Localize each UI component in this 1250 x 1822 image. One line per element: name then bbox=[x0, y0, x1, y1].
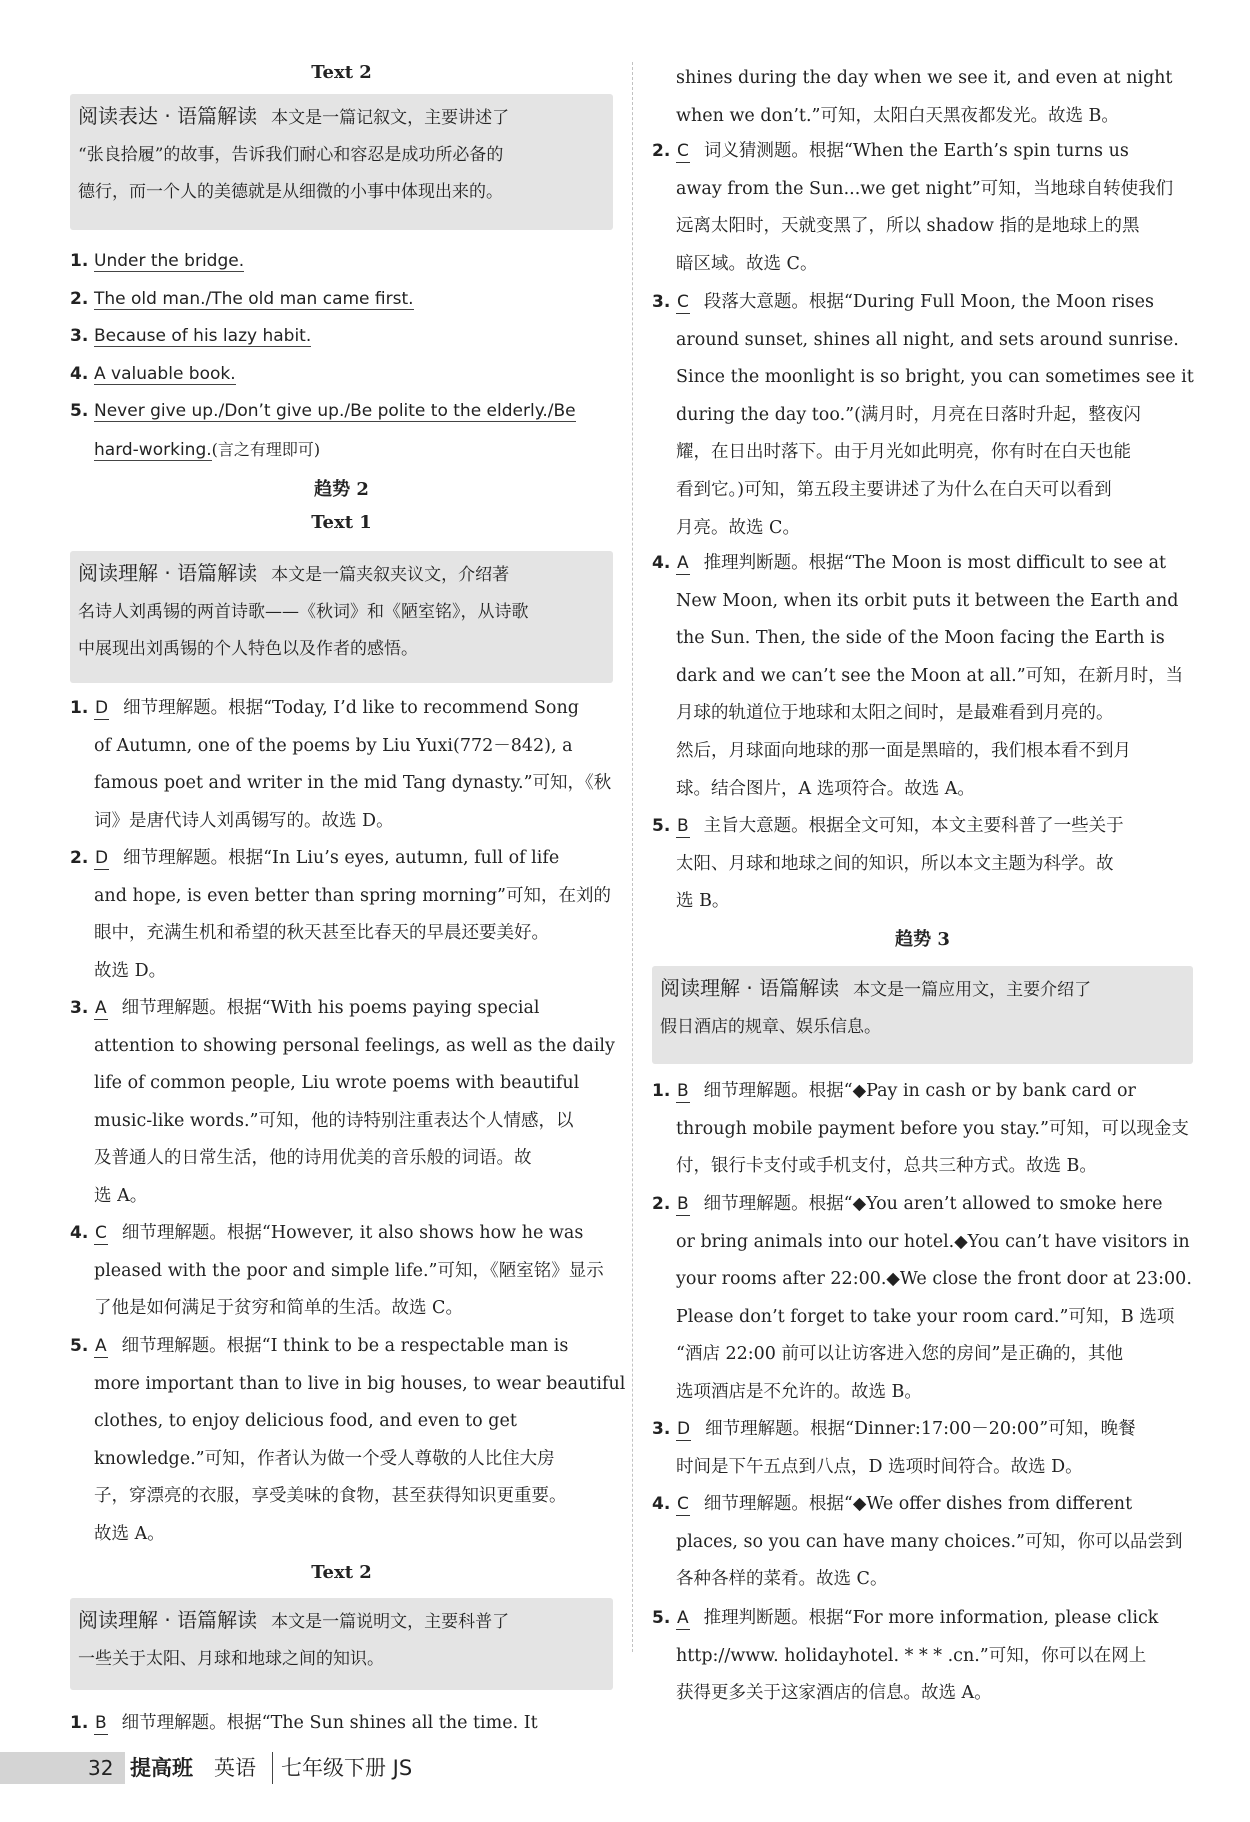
question-item-line-text: 细节理解题。根据“The Sun shines all the time. It bbox=[121, 1713, 538, 1733]
question-item-line bbox=[676, 1600, 1193, 1638]
expression-answer-text: Never give up./Don’t give up./Be polite to the elderly./Be bbox=[94, 401, 576, 421]
question-item-line-text: New Moon, when its orbit puts it between the Earth and bbox=[676, 590, 1179, 611]
question-item-answer: A bbox=[677, 553, 689, 573]
summary-box-reading-3-line bbox=[660, 1009, 1201, 1046]
question-item-line bbox=[676, 1675, 1193, 1713]
question-item-line-text: 段落大意题。根据“During Full Moon, the Moon rises bbox=[703, 292, 1155, 312]
summary-box-reading-2-tag: 阅读理解 · 语篇解读 bbox=[78, 1608, 258, 1632]
question-item-number: 2. bbox=[70, 848, 89, 868]
heading-trend2: 趋势 2 bbox=[314, 479, 369, 500]
question-item-line-text: 细节理解题。根据“However, it also shows how he was bbox=[121, 1223, 584, 1243]
expression-answer-line bbox=[94, 243, 613, 281]
question-item-line bbox=[676, 434, 1193, 472]
question-item-line bbox=[676, 1186, 1193, 1224]
question-item-line bbox=[676, 583, 1193, 621]
question-item-line-text: 看到它。)可知，第五段主要讲述了为什么在白天可以看到 bbox=[676, 479, 1112, 500]
question-item-line bbox=[94, 1253, 613, 1291]
question-item-line bbox=[94, 690, 613, 728]
question-item-line bbox=[94, 1140, 613, 1178]
question-item-line-text: or bring animals into our hotel.◆You can’t have visitors in bbox=[676, 1231, 1190, 1252]
question-item-answer: C bbox=[677, 1494, 689, 1514]
question-item-line bbox=[676, 1073, 1193, 1111]
question-item-line bbox=[676, 1111, 1193, 1149]
question-item-number: 3. bbox=[652, 292, 671, 312]
expression-answer-body bbox=[94, 393, 613, 469]
question-item-line-text: 选 A。 bbox=[94, 1185, 148, 1206]
expression-answer-number: 3. bbox=[70, 326, 89, 346]
question-item-line bbox=[94, 728, 613, 766]
question-item-body bbox=[676, 808, 1193, 921]
question-item-line-text: 推理判断题。根据“The Moon is most difficult to see at bbox=[703, 553, 1167, 573]
question-item-line-text: 眼中，充满生机和希望的秋天甚至比春天的早晨还要美好。 bbox=[94, 923, 549, 944]
question-item-answer: A bbox=[677, 1608, 689, 1628]
expression-answer-body bbox=[94, 356, 613, 394]
heading-text1: Text 1 bbox=[311, 512, 372, 533]
question-item-line bbox=[676, 695, 1193, 733]
question-item-line bbox=[94, 1103, 613, 1141]
question-item-line-text: pleased with the poor and simple life.”可知，《陋室铭》显示 bbox=[94, 1260, 604, 1281]
question-item-body bbox=[94, 990, 613, 1216]
question-item-line-text: 细节理解题。根据“Today, I’d like to recommend Song bbox=[123, 698, 579, 718]
question-item-line-text: your rooms after 22:00.◆We close the front door at 23:00. bbox=[676, 1269, 1192, 1290]
question-item-line bbox=[676, 1411, 1193, 1449]
question-item-line bbox=[676, 1486, 1193, 1524]
question-item-line-text: 子，穿漂亮的衣服，享受美味的食物，甚至获得知识更重要。 bbox=[94, 1486, 567, 1507]
question-item-line-text: 耀，在日出时落下。由于月光如此明亮，你有时在白天也能 bbox=[676, 442, 1131, 463]
question-item-line-text: 词义猜测题。根据“When the Earth’s spin turns us bbox=[703, 141, 1129, 161]
continued-answer-line: shines during the day when we see it, and even at night bbox=[676, 68, 1173, 88]
question-item-line bbox=[676, 1374, 1193, 1412]
question-item-line bbox=[676, 1336, 1193, 1374]
summary-box-reading-2-text bbox=[78, 1602, 621, 1678]
question-item-line-text: knowledge.”可知，作者认为做一个受人尊敬的人比住大房 bbox=[94, 1448, 555, 1469]
expression-answer-line bbox=[94, 356, 613, 394]
question-item-line bbox=[676, 771, 1193, 809]
question-item-line-text: 细节理解题。根据“In Liu’s eyes, autumn, full of life bbox=[123, 848, 560, 868]
question-item-body bbox=[94, 690, 613, 840]
question-item-line-text: 选项酒店是不允许的。故选 B。 bbox=[676, 1381, 922, 1402]
question-item-body bbox=[94, 1705, 613, 1743]
question-item-line-text: and hope, is even better than spring morning”可知，在刘的 bbox=[94, 885, 611, 906]
expression-answer-line bbox=[94, 281, 613, 319]
summary-box-reading-3 bbox=[652, 966, 1193, 1064]
question-item-body bbox=[676, 545, 1193, 808]
question-item-number: 2. bbox=[652, 141, 671, 161]
question-item-line-text: Please don’t forget to take your room card.”可知，B 选项 bbox=[676, 1306, 1175, 1327]
question-item-line bbox=[676, 246, 1193, 284]
question-item-line-text: 故选 D。 bbox=[94, 960, 167, 981]
question-item-line bbox=[676, 846, 1193, 884]
summary-box-reading-1-tag: 阅读理解 · 语篇解读 bbox=[78, 561, 258, 585]
summary-box-reading-2 bbox=[70, 1598, 613, 1690]
book-subject: 英语 bbox=[214, 1756, 256, 1780]
question-item-line bbox=[676, 1449, 1193, 1487]
question-item-answer: A bbox=[95, 998, 107, 1018]
question-item-line-text: 远离太阳时，天就变黑了，所以 shadow 指的是地球上的黑 bbox=[676, 216, 1140, 237]
question-item-line-text: 主旨大意题。根据全文可知，本文主要科普了一些关于 bbox=[703, 816, 1124, 836]
heading-text2: Text 2 bbox=[311, 62, 372, 83]
question-item-line-text: clothes, to enjoy delicious food, and even to get bbox=[94, 1411, 517, 1432]
question-item-body bbox=[94, 840, 613, 990]
question-item-line bbox=[94, 1478, 613, 1516]
question-item-line bbox=[94, 1215, 613, 1253]
summary-box-expression-line-text: “张良拾履”的故事，告诉我们耐心和容忍是成功所必备的 bbox=[78, 145, 504, 165]
question-item-line bbox=[94, 765, 613, 803]
question-item-line-text: 细节理解题。根据“◆Pay in cash or by bank card or bbox=[703, 1081, 1136, 1101]
question-item-line-text: http://www. holidayhotel. * * * .cn.”可知，你可以在网上 bbox=[676, 1645, 1147, 1666]
expression-answer-text: Because of his lazy habit. bbox=[94, 326, 312, 346]
summary-box-reading-1 bbox=[70, 551, 613, 683]
question-item-line-text: 细节理解题。根据“With his poems paying special bbox=[121, 998, 540, 1018]
book-brand: 提高班 bbox=[130, 1756, 193, 1780]
question-item-line bbox=[676, 1299, 1193, 1337]
question-item-line bbox=[94, 990, 613, 1028]
column-divider bbox=[632, 62, 633, 1652]
question-item-line bbox=[94, 1403, 613, 1441]
question-item-line bbox=[676, 808, 1193, 846]
question-item-body bbox=[94, 1328, 626, 1554]
summary-box-reading-2-line-text: 一些关于太阳、月球和地球之间的知识。 bbox=[78, 1649, 384, 1669]
summary-box-reading-1-line bbox=[78, 555, 621, 594]
expression-answer-line bbox=[94, 431, 613, 470]
summary-box-expression-line bbox=[78, 137, 621, 174]
expression-answer-body bbox=[94, 281, 613, 319]
question-item-number: 5. bbox=[652, 816, 671, 836]
heading-text2b: Text 2 bbox=[311, 1562, 372, 1583]
question-item-line bbox=[94, 915, 613, 953]
question-item-line-text: 然后，月球面向地球的那一面是黑暗的，我们根本看不到月 bbox=[676, 740, 1131, 761]
question-item-number: 3. bbox=[70, 998, 89, 1018]
summary-box-reading-2-line bbox=[78, 1602, 621, 1641]
question-item-answer: A bbox=[95, 1336, 107, 1356]
heading-trend3: 趋势 3 bbox=[895, 929, 950, 950]
question-item-line-text: dark and we can’t see the Moon at all.”可知，在新月时，当 bbox=[676, 665, 1184, 686]
question-item-number: 4. bbox=[652, 1494, 671, 1514]
question-item-line bbox=[676, 397, 1193, 435]
question-item-line bbox=[676, 883, 1193, 921]
question-item-line bbox=[94, 803, 613, 841]
question-item-line-text: during the day too.”(满月时，月亮在日落时升起，整夜闪 bbox=[676, 404, 1141, 425]
expression-answer-text: Under the bridge. bbox=[94, 251, 245, 271]
question-item-number: 1. bbox=[70, 1713, 89, 1733]
summary-box-expression-line bbox=[78, 174, 621, 211]
expression-answer-number: 4. bbox=[70, 364, 89, 384]
question-item-line-text: the Sun. Then, the side of the Moon facing the Earth is bbox=[676, 628, 1165, 649]
summary-box-expression-text bbox=[78, 98, 621, 211]
question-item-line-text: 获得更多关于这家酒店的信息。故选 A。 bbox=[676, 1683, 992, 1704]
question-item-line-text: 暗区域。故选 C。 bbox=[676, 253, 818, 274]
question-item-line-text: 太阳、月球和地球之间的知识，所以本文主题为科学。故 bbox=[676, 853, 1114, 874]
question-item-line-text: around sunset, shines all night, and sets around sunrise. bbox=[676, 329, 1179, 350]
question-item-line bbox=[676, 1261, 1193, 1299]
summary-box-expression-tag: 阅读表达 · 语篇解读 bbox=[78, 104, 258, 128]
page-number: 32 bbox=[88, 1756, 114, 1780]
question-item-line-text: famous poet and writer in the mid Tang dynasty.”可知，《秋 bbox=[94, 773, 612, 794]
question-item-line-text: 词》是唐代诗人刘禹锡写的。故选 D。 bbox=[94, 810, 394, 831]
question-item-line bbox=[94, 1441, 613, 1479]
question-item-line-text: 付，银行卡支付或手机支付，总共三种方式。故选 B。 bbox=[676, 1156, 1097, 1177]
question-item-line-text: 了他是如何满足于贫穷和简单的生活。故选 C。 bbox=[94, 1298, 463, 1319]
question-item-line-text: attention to showing personal feelings, as well as the daily bbox=[94, 1035, 615, 1056]
question-item-line-text: 及普通人的日常生活，他的诗用优美的音乐般的词语。故 bbox=[94, 1148, 532, 1169]
summary-box-reading-3-line-text: 假日酒店的规章、娱乐信息。 bbox=[660, 1017, 881, 1037]
question-item-answer: C bbox=[677, 141, 689, 161]
question-item-line-text: 选 B。 bbox=[676, 891, 730, 912]
question-item-line bbox=[676, 284, 1193, 322]
question-item-line-text: away from the Sun...we get night”可知，当地球自转使我们 bbox=[676, 178, 1174, 199]
question-item-line-text: Since the moonlight is so bright, you can sometimes see it bbox=[676, 367, 1194, 388]
question-item-line bbox=[94, 1065, 613, 1103]
question-item-answer: B bbox=[677, 816, 689, 836]
question-item-number: 1. bbox=[70, 698, 89, 718]
summary-box-reading-3-text bbox=[660, 970, 1201, 1046]
question-item-answer: D bbox=[95, 698, 109, 718]
question-item-line bbox=[94, 878, 613, 916]
summary-box-reading-2-line-text: 本文是一篇说明文，主要科普了 bbox=[271, 1612, 510, 1632]
question-item-answer: C bbox=[677, 292, 689, 312]
question-item-line-text: places, so you can have many choices.”可知，你可以品尝到 bbox=[676, 1531, 1183, 1552]
question-item-line bbox=[676, 620, 1193, 658]
question-item-line bbox=[94, 1028, 613, 1066]
book-grade: 七年级下册 JS bbox=[272, 1752, 412, 1784]
question-item-number: 3. bbox=[652, 1419, 671, 1439]
question-item-line bbox=[94, 840, 613, 878]
summary-box-expression-line bbox=[78, 98, 621, 137]
question-item-number: 4. bbox=[70, 1223, 89, 1243]
question-item-number: 5. bbox=[652, 1608, 671, 1628]
summary-box-reading-1-line bbox=[78, 594, 621, 631]
question-item-line-text: 故选 A。 bbox=[94, 1523, 165, 1544]
summary-box-reading-3-line bbox=[660, 970, 1201, 1009]
question-item-line bbox=[94, 1516, 613, 1554]
question-item-line-text: music-like words.”可知，他的诗特别注重表达个人情感，以 bbox=[94, 1110, 574, 1131]
expression-answer-number: 2. bbox=[70, 289, 89, 309]
question-item-answer: D bbox=[95, 848, 109, 868]
question-item-line-text: “酒店 22:00 前可以让访客进入您的房间”是正确的，其他 bbox=[676, 1344, 1123, 1365]
question-item-answer: D bbox=[677, 1419, 691, 1439]
summary-box-reading-3-line-text: 本文是一篇应用文，主要介绍了 bbox=[853, 980, 1092, 1000]
summary-box-reading-1-line-text: 中展现出刘禹锡的个人特色以及作者的感悟。 bbox=[78, 639, 418, 659]
question-item-line bbox=[94, 1705, 613, 1743]
question-item-line bbox=[676, 733, 1193, 771]
question-item-number: 1. bbox=[652, 1081, 671, 1101]
question-item-line-text: 月球的轨道位于地球和太阳之间时，是最难看到月亮的。 bbox=[676, 703, 1114, 724]
summary-box-expression-line-text: 本文是一篇记叙文，主要讲述了 bbox=[271, 108, 510, 128]
summary-box-reading-1-line-text: 本文是一篇夹叙夹议文，介绍著 bbox=[271, 565, 510, 585]
continued-answer-body bbox=[676, 60, 1193, 135]
question-item-line-text: 时间是下午五点到八点，D 选项时间符合。故选 D。 bbox=[676, 1456, 1083, 1477]
question-item-line bbox=[676, 1148, 1193, 1186]
question-item-line bbox=[94, 1328, 613, 1366]
question-item-line-text: 各种各样的菜肴。故选 C。 bbox=[676, 1569, 888, 1590]
question-item-line-text: 细节理解题。根据“◆We offer dishes from different bbox=[703, 1494, 1133, 1514]
summary-box-reading-2-line bbox=[78, 1641, 621, 1678]
expression-answer-note: (言之有理即可) bbox=[211, 439, 321, 459]
expression-answer-line bbox=[94, 318, 613, 356]
summary-box-expression bbox=[70, 94, 613, 230]
question-item-line bbox=[94, 953, 613, 991]
question-item-answer: C bbox=[95, 1223, 107, 1243]
question-item-line-text: 细节理解题。根据“Dinner:17:00－20:00”可知，晚餐 bbox=[705, 1419, 1136, 1439]
question-item-answer: B bbox=[677, 1194, 689, 1214]
question-item-line bbox=[94, 1290, 613, 1328]
question-item-line bbox=[94, 1366, 626, 1404]
summary-box-reading-3-tag: 阅读理解 · 语篇解读 bbox=[660, 976, 840, 1000]
question-item-number: 2. bbox=[652, 1194, 671, 1214]
question-item-line bbox=[676, 658, 1193, 696]
summary-box-reading-1-text bbox=[78, 555, 621, 668]
expression-answer-text: The old man./The old man came first. bbox=[94, 289, 414, 309]
summary-box-expression-line-text: 德行，而一个人的美德就是从细微的小事中体现出来的。 bbox=[78, 182, 503, 202]
expression-answer-body bbox=[94, 243, 613, 281]
question-item-line-text: through mobile payment before you stay.”可知，可以现金支 bbox=[676, 1118, 1189, 1139]
question-item-body bbox=[676, 1186, 1193, 1412]
question-item-number: 4. bbox=[652, 553, 671, 573]
question-item-answer: B bbox=[677, 1081, 689, 1101]
expression-answer-line bbox=[94, 393, 613, 431]
question-item-body bbox=[676, 133, 1193, 283]
question-item-line-text: 细节理解题。根据“◆You aren’t allowed to smoke here bbox=[703, 1194, 1163, 1214]
expression-answer-text: A valuable book. bbox=[94, 364, 236, 384]
question-item-line-text: life of common people, Liu wrote poems with beautiful bbox=[94, 1073, 580, 1094]
question-item-line bbox=[676, 510, 1193, 548]
question-item-body bbox=[676, 1600, 1193, 1713]
question-item-line bbox=[676, 208, 1193, 246]
continued-answer-line: when we don’t.”可知，太阳白天黑夜都发光。故选 B。 bbox=[676, 105, 1119, 126]
question-item-line-text: 细节理解题。根据“I think to be a respectable man is bbox=[121, 1336, 569, 1356]
question-item-line bbox=[676, 171, 1193, 209]
question-item-line bbox=[676, 545, 1193, 583]
question-item-line-text: 球。结合图片，A 选项符合。故选 A。 bbox=[676, 778, 975, 799]
question-item-body bbox=[676, 1411, 1193, 1486]
question-item-body bbox=[676, 1073, 1193, 1186]
question-item-line-text: 月亮。故选 C。 bbox=[676, 517, 800, 538]
question-item-line bbox=[676, 1224, 1193, 1262]
question-item-answer: B bbox=[95, 1713, 107, 1733]
expression-answer-number: 1. bbox=[70, 251, 89, 271]
summary-box-reading-1-line-text: 名诗人刘禹锡的两首诗歌——《秋词》和《陋室铭》，从诗歌 bbox=[78, 602, 529, 622]
question-item-line bbox=[94, 1178, 613, 1216]
question-item-line bbox=[676, 1524, 1193, 1562]
question-item-line bbox=[676, 1561, 1193, 1599]
summary-box-reading-1-line bbox=[78, 631, 621, 668]
question-item-number: 5. bbox=[70, 1336, 89, 1356]
question-item-line bbox=[676, 1638, 1193, 1676]
expression-answer-body bbox=[94, 318, 613, 356]
question-item-body bbox=[676, 1486, 1193, 1599]
question-item-line bbox=[676, 133, 1193, 171]
question-item-line-text: of Autumn, one of the poems by Liu Yuxi(772－842), a bbox=[94, 735, 573, 756]
page-footer bbox=[0, 1748, 1250, 1788]
expression-answer-text: hard-working. bbox=[94, 439, 212, 460]
question-item-body bbox=[676, 284, 1193, 547]
question-item-line bbox=[676, 472, 1193, 510]
question-item-line-text: 推理判断题。根据“For more information, please click bbox=[703, 1608, 1159, 1628]
question-item-body bbox=[94, 1215, 613, 1328]
expression-answer-number: 5. bbox=[70, 401, 89, 421]
question-item-line bbox=[676, 359, 1193, 397]
question-item-line bbox=[676, 322, 1193, 360]
question-item-line-text: more important than to live in big houses, to wear beautiful bbox=[94, 1373, 626, 1394]
